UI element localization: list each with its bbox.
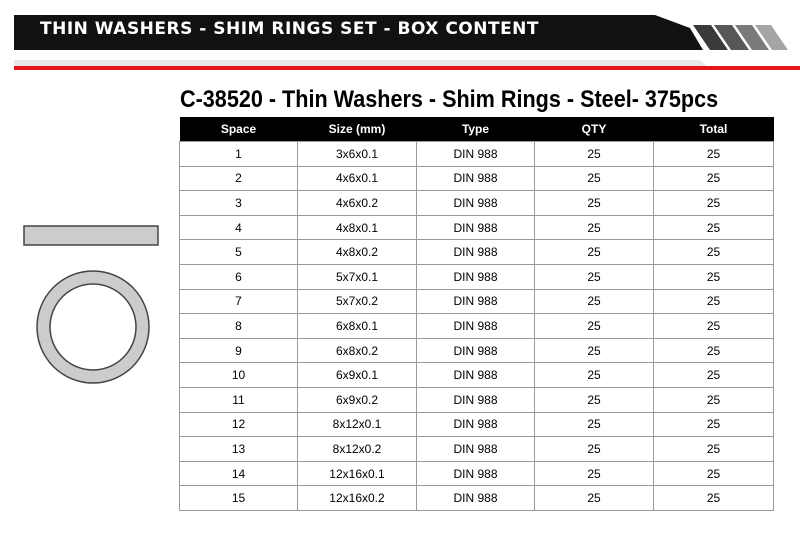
banner-title: THIN WASHERS - SHIM RINGS SET - BOX CONTENT <box>40 19 540 39</box>
type-cell: DIN 988 <box>417 338 535 363</box>
qty-cell: 25 <box>535 461 654 486</box>
total-cell: 25 <box>654 363 774 388</box>
size-cell: 8x12x0.1 <box>298 412 417 437</box>
size-cell: 6x9x0.1 <box>298 363 417 388</box>
table-row <box>180 166 774 191</box>
qty-cell: 25 <box>535 388 654 413</box>
total-cell: 25 <box>654 289 774 314</box>
type-cell: DIN 988 <box>417 166 535 191</box>
qty-cell: 25 <box>535 142 654 167</box>
total-cell: 25 <box>654 338 774 363</box>
type-cell: DIN 988 <box>417 240 535 265</box>
qty-cell: 25 <box>535 314 654 339</box>
qty-cell: 25 <box>535 437 654 462</box>
space-cell: 13 <box>180 437 298 462</box>
space-cell: 9 <box>180 338 298 363</box>
qty-cell: 25 <box>535 338 654 363</box>
size-cell: 12x16x0.1 <box>298 461 417 486</box>
total-cell: 25 <box>654 314 774 339</box>
size-cell: 5x7x0.1 <box>298 265 417 290</box>
washer-top-view-icon <box>37 271 149 383</box>
table-row <box>180 289 774 314</box>
type-cell: DIN 988 <box>417 265 535 290</box>
space-cell: 14 <box>180 461 298 486</box>
total-cell: 25 <box>654 437 774 462</box>
column-header-total: Total <box>654 117 774 142</box>
table-row <box>180 314 774 339</box>
qty-cell: 25 <box>535 289 654 314</box>
total-cell: 25 <box>654 215 774 240</box>
column-header-qty: QTY <box>535 117 654 142</box>
type-cell: DIN 988 <box>417 486 535 511</box>
space-cell: 3 <box>180 191 298 216</box>
type-cell: DIN 988 <box>417 289 535 314</box>
qty-cell: 25 <box>535 412 654 437</box>
table-row <box>180 265 774 290</box>
table-row <box>180 215 774 240</box>
total-cell: 25 <box>654 142 774 167</box>
table-row <box>180 461 774 486</box>
table-body <box>180 142 774 511</box>
type-cell: DIN 988 <box>417 142 535 167</box>
total-cell: 25 <box>654 191 774 216</box>
qty-cell: 25 <box>535 363 654 388</box>
space-cell: 12 <box>180 412 298 437</box>
table-row <box>180 338 774 363</box>
space-cell: 15 <box>180 486 298 511</box>
space-cell: 1 <box>180 142 298 167</box>
total-cell: 25 <box>654 240 774 265</box>
space-cell: 2 <box>180 166 298 191</box>
size-cell: 6x8x0.1 <box>298 314 417 339</box>
column-header-size: Size (mm) <box>298 117 417 142</box>
qty-cell: 25 <box>535 265 654 290</box>
qty-cell: 25 <box>535 215 654 240</box>
space-cell: 8 <box>180 314 298 339</box>
column-header-type: Type <box>417 117 535 142</box>
size-cell: 3x6x0.1 <box>298 142 417 167</box>
column-header-space: Space <box>180 117 298 142</box>
washer-side-view-icon <box>24 226 158 245</box>
qty-cell: 25 <box>535 240 654 265</box>
space-cell: 4 <box>180 215 298 240</box>
space-cell: 6 <box>180 265 298 290</box>
space-cell: 11 <box>180 388 298 413</box>
space-cell: 5 <box>180 240 298 265</box>
table-row <box>180 412 774 437</box>
accent-line <box>14 66 800 70</box>
type-cell: DIN 988 <box>417 363 535 388</box>
product-title: C-38520 - Thin Washers - Shim Rings - Steel- 375pcs <box>180 86 719 113</box>
size-cell: 4x8x0.2 <box>298 240 417 265</box>
size-cell: 5x7x0.2 <box>298 289 417 314</box>
type-cell: DIN 988 <box>417 437 535 462</box>
total-cell: 25 <box>654 166 774 191</box>
type-cell: DIN 988 <box>417 215 535 240</box>
table-row <box>180 363 774 388</box>
size-cell: 12x16x0.2 <box>298 486 417 511</box>
table-row <box>180 437 774 462</box>
total-cell: 25 <box>654 265 774 290</box>
type-cell: DIN 988 <box>417 388 535 413</box>
table-row <box>180 142 774 167</box>
box-content-table <box>179 117 774 511</box>
space-cell: 7 <box>180 289 298 314</box>
size-cell: 4x6x0.1 <box>298 166 417 191</box>
qty-cell: 25 <box>535 191 654 216</box>
size-cell: 8x12x0.2 <box>298 437 417 462</box>
type-cell: DIN 988 <box>417 191 535 216</box>
size-cell: 4x8x0.1 <box>298 215 417 240</box>
size-cell: 6x8x0.2 <box>298 338 417 363</box>
total-cell: 25 <box>654 461 774 486</box>
total-cell: 25 <box>654 388 774 413</box>
total-cell: 25 <box>654 412 774 437</box>
total-cell: 25 <box>654 486 774 511</box>
table-row <box>180 191 774 216</box>
space-cell: 10 <box>180 363 298 388</box>
qty-cell: 25 <box>535 166 654 191</box>
table-row <box>180 388 774 413</box>
table-row <box>180 240 774 265</box>
type-cell: DIN 988 <box>417 461 535 486</box>
table-header-row <box>180 117 774 142</box>
type-cell: DIN 988 <box>417 412 535 437</box>
washer-illustration <box>22 222 164 384</box>
size-cell: 4x6x0.2 <box>298 191 417 216</box>
type-cell: DIN 988 <box>417 314 535 339</box>
qty-cell: 25 <box>535 486 654 511</box>
table-row <box>180 486 774 511</box>
size-cell: 6x9x0.2 <box>298 388 417 413</box>
header-banner <box>0 0 800 74</box>
